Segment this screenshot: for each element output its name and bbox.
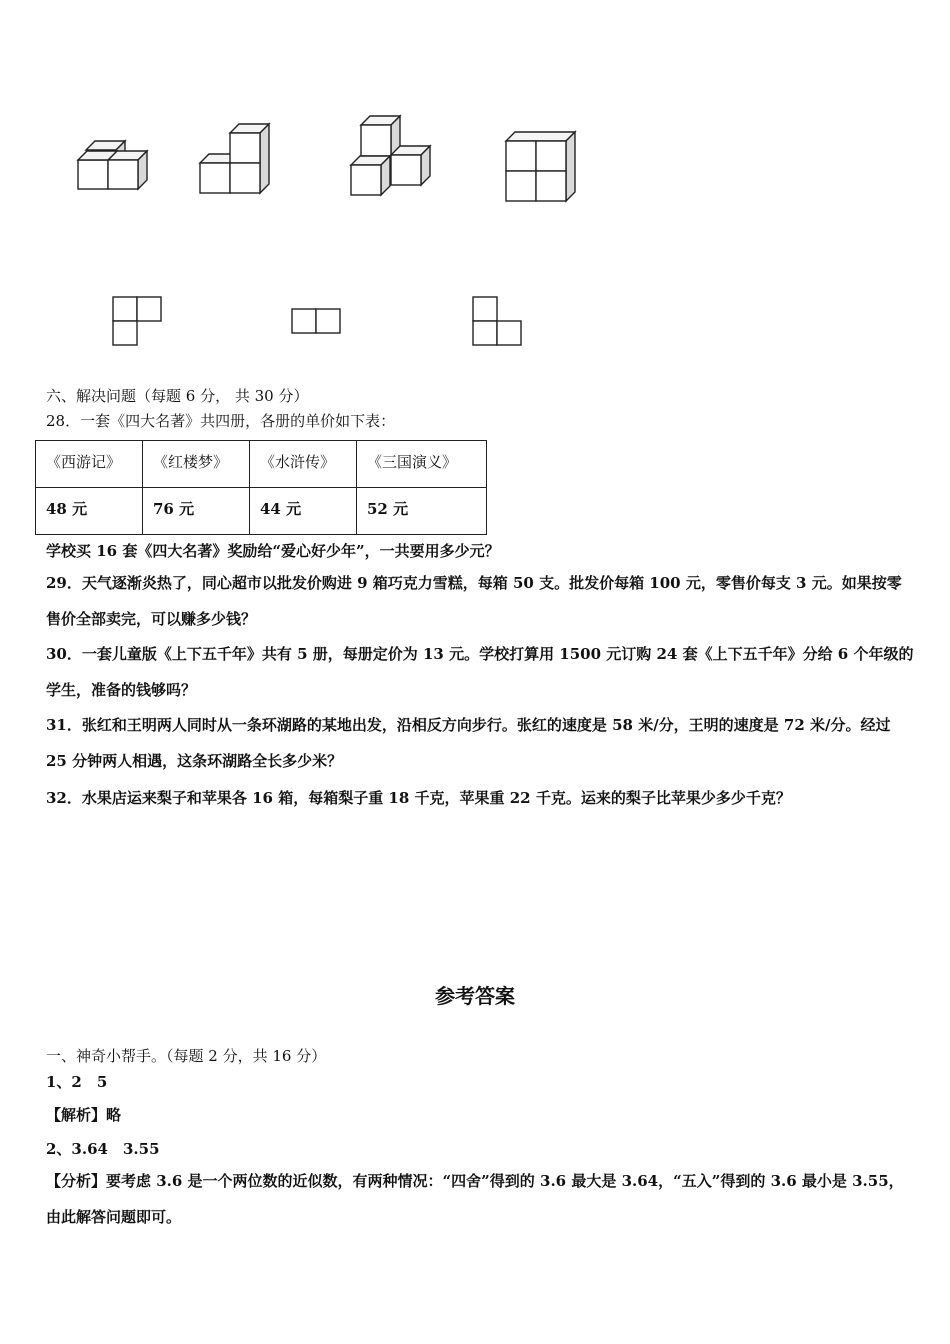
cube-solid-3 (349, 114, 435, 198)
answer-2-analysis: 【分析】要考虑 3.6 是一个两位数的近似数，有两种情况：“四舍”得到的 3.6 最大是 3.64，“五入”得到的 3.6 最小是 3.55，由此解答问题即可。 (46, 1172, 904, 1226)
question-28-ask: 学校买 16 套《四大名著》奖励给“爱心好少年”，一共要用多少元？ (46, 542, 500, 560)
cube-solid-1 (76, 138, 152, 192)
table-cell: 《水浒传》 (250, 441, 357, 488)
table-cell: 《西游记》 (36, 441, 143, 488)
table-row (36, 488, 487, 535)
book-price-table (35, 440, 487, 535)
table-cell: 76 元 (143, 488, 250, 535)
cube-solid-2 (198, 122, 274, 196)
answers-section-heading: 一、神奇小帮手。（每题 2 分，共 16 分） (46, 1047, 327, 1065)
question-28: 28．一套《四大名著》共四册，各册的单价如下表： (46, 412, 396, 430)
question-31: 31．张红和王明两人同时从一条环湖路的某地出发，沿相反方向步行。张红的速度是 58 米/分，王明的速度是 72 米/分。经过 25 分钟两人相遇，这条环湖路全长多少米？ (46, 716, 891, 770)
question-32: 32．水果店运来梨子和苹果各 16 箱，每箱梨子重 18 千克，苹果重 22 千克。运来的梨子比苹果少多少千克？ (46, 789, 791, 807)
table-cell: 《三国演义》 (357, 441, 487, 488)
view-shape-2 (291, 308, 343, 336)
answer-1-analysis: 【解析】略 (46, 1106, 122, 1124)
table-cell: 44 元 (250, 488, 357, 535)
section-heading: 六、解决问题（每题 6 分， 共 30 分） (46, 387, 309, 405)
answer-1: 1、2 5 (46, 1073, 108, 1091)
view-shape-1 (112, 296, 164, 348)
table-cell: 52 元 (357, 488, 487, 535)
view-shape-3 (472, 296, 524, 348)
cube-solid-4 (504, 130, 580, 204)
table-row (36, 441, 487, 488)
table-cell: 48 元 (36, 488, 143, 535)
question-30: 30．一套儿童版《上下五千年》共有 5 册，每册定价为 13 元。学校打算用 1500 元订购 24 套《上下五千年》分给 6 个年级的学生，准备的钱够吗？ (46, 645, 914, 699)
question-29: 29．天气逐渐炎热了，同心超市以批发价购进 9 箱巧克力雪糕，每箱 50 支。批发价每箱 100 元，零售价每支 3 元。如果按零售价全部卖完，可以赚多少钱？ (46, 574, 902, 628)
table-cell: 《红楼梦》 (143, 441, 250, 488)
answers-title: 参考答案 (435, 984, 515, 1008)
answer-2: 2、3.64 3.55 (46, 1140, 160, 1158)
